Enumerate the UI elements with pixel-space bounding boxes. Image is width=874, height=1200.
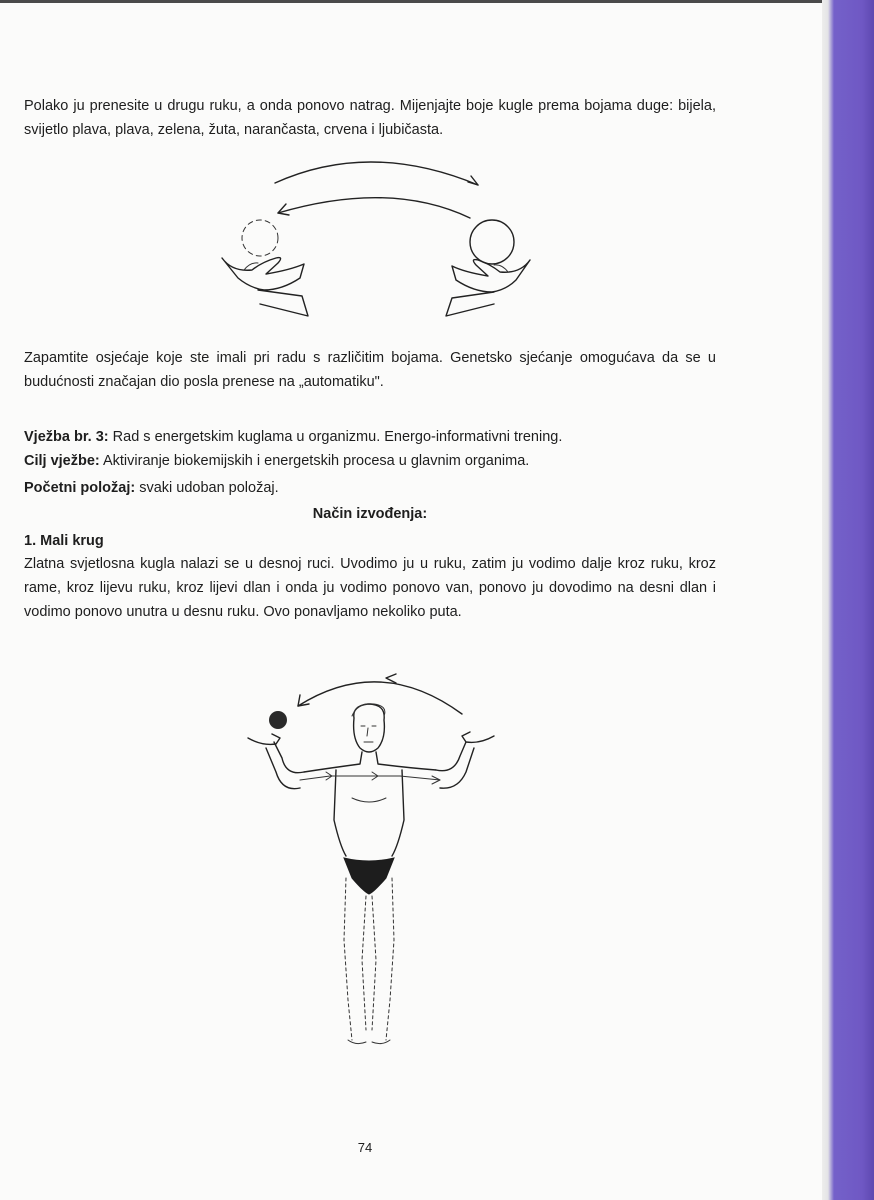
start-position-label: Početni položaj: xyxy=(24,480,136,496)
method-heading: Način izvođenja: xyxy=(312,506,428,522)
standing-figure xyxy=(248,704,494,1044)
goal-text: Aktiviranje biokemijskih i energetskih procesa u glavnim organima. xyxy=(102,453,530,469)
dark-ball xyxy=(269,711,287,729)
paragraph-small-circle: Zlatna svjetlosna kugla nalazi se u desnoj ruci. Uvodimo ju u ruku, zatim ju vodimo dalje kroz ruku, kroz rame, kroz lijevu ruku, kroz lijevi dlan i onda ju vodimo ponovo van, ponovo ju dovodimo na desni dlan i vodimo ponovo unutra u desnu ruku. Ovo ponavljamo nekoliko puta. xyxy=(24,556,716,620)
goal-label: Cilj vježbe: xyxy=(24,453,100,469)
exercise-text: Rad s energetskim kuglama u organizmu. Energo-informativni trening. xyxy=(112,429,563,445)
start-position-text: svaki udoban položaj. xyxy=(139,480,279,496)
page-number: 74 xyxy=(357,1140,373,1155)
paragraph-rainbow-colors: Polako ju prenesite u drugu ruku, a onda ponovo natrag. Mijenjajte boje kugle prema bojama duge: bijela, svijetlo plava, plava, zelena, žuta, narančasta, crvena i ljubičasta. xyxy=(24,98,716,138)
paragraph-genetic-memory: Zapamtite osjećaje koje ste imali pri radu s različitim bojama. Genetsko sjećanje omogućava da se u budućnosti značajan dio posla prenese na „automatiku". xyxy=(24,350,716,390)
section-heading-small-circle: 1. Mali krug xyxy=(24,533,104,549)
exercise-label: Vježba br. 3: xyxy=(24,429,109,445)
